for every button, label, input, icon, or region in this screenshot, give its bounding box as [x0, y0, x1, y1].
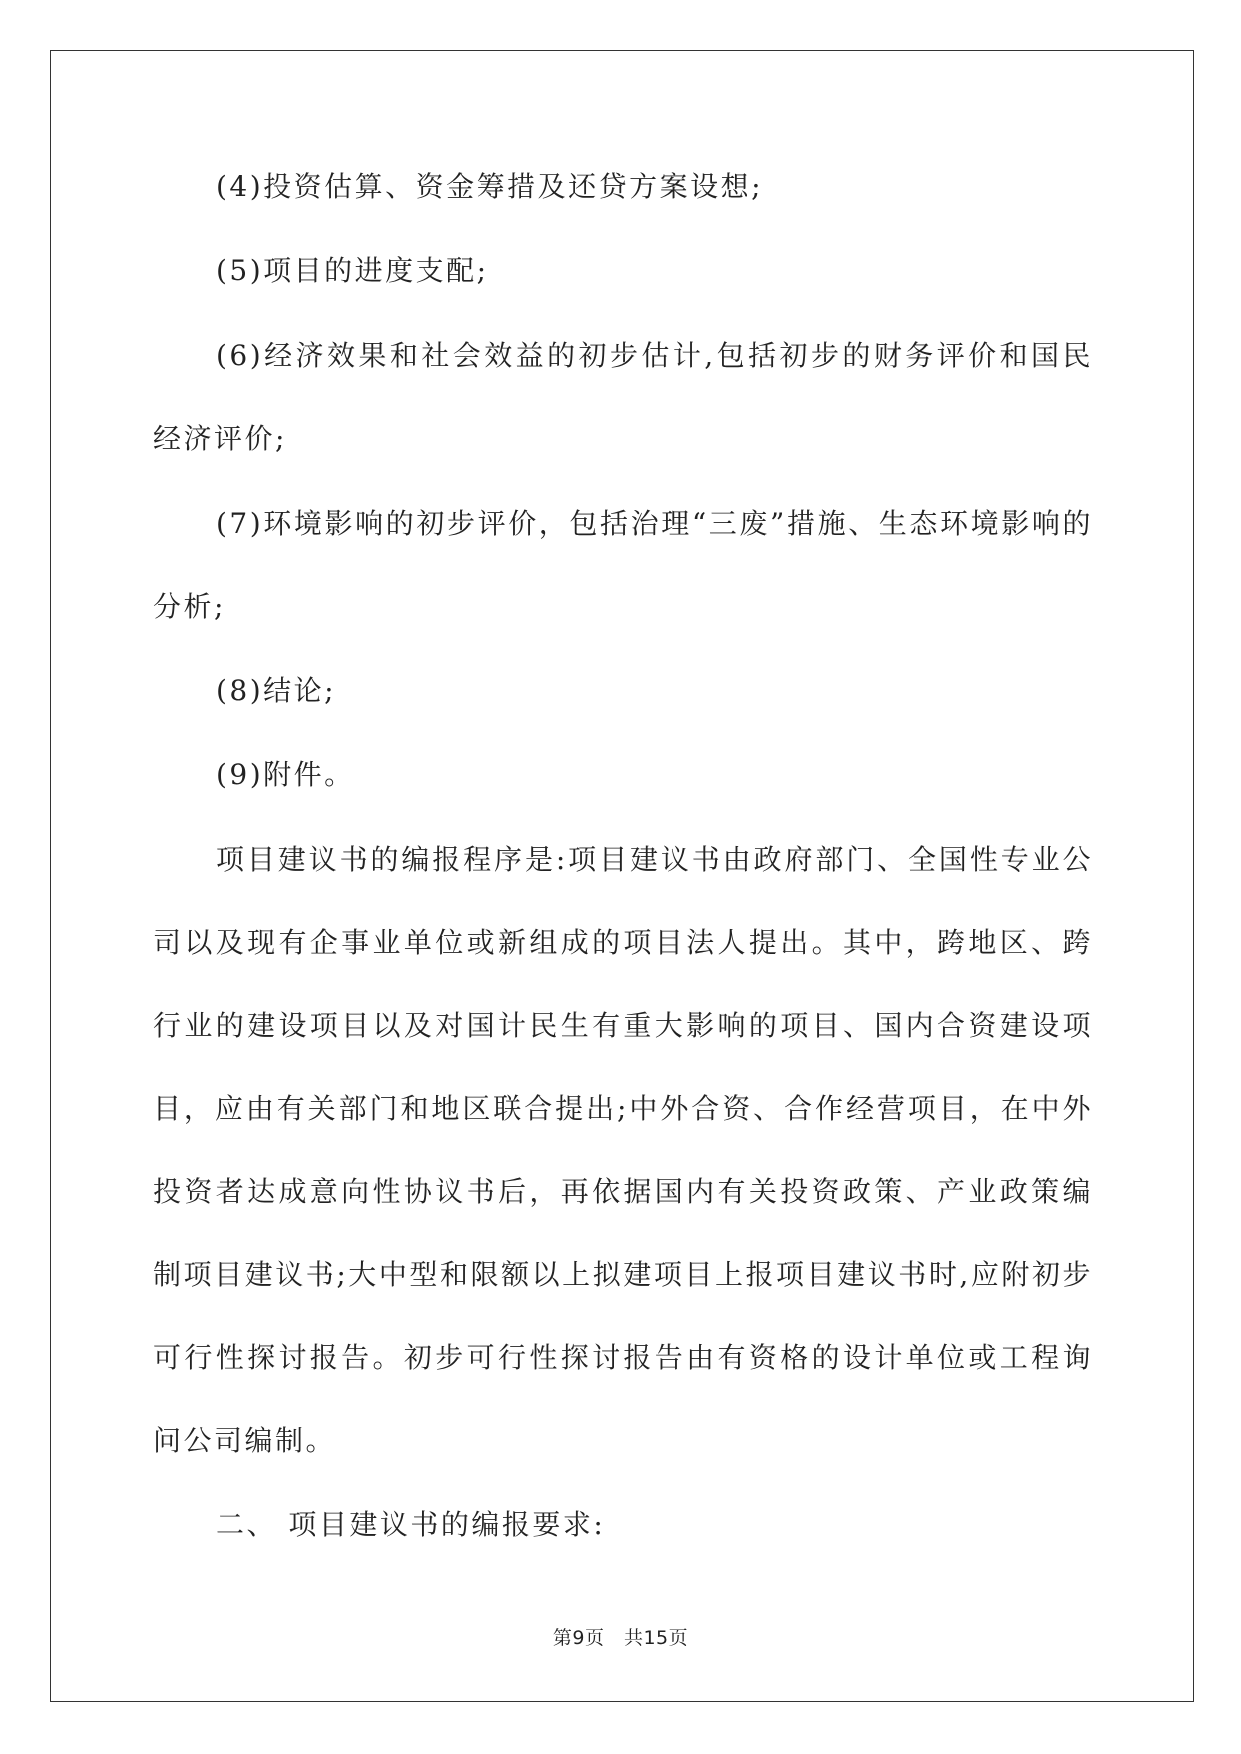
paragraph-item-7: (7)环境影响的初步评价，包括治理“三废”措施、生态环境影响的分析; [153, 507, 1093, 623]
footer-prefix: 第 [552, 1627, 573, 1649]
page-footer [0, 1623, 1241, 1650]
paragraph-item-5: (5)项目的进度支配; [216, 254, 489, 287]
paragraph-item-8: (8)结论; [216, 674, 337, 707]
paragraph-procedure: 项目建议书的编报程序是:项目建议书由政府部门、全国性专业公司以及现有企事业单位或新组成的项目法人提出。其中，跨地区、跨行业的建设项目以及对国计民生有重大影响的项目、国内合资建设项目，应由有关部门和地区联合提出;中外合资、合作经营项目，在中外投资者达成意向性协议书后，再依据国内有关投资政策、产业政策编制项目建议书;大中型和限额以上拟建项目上报项目建议书时,应附初步可行性探讨报告。初步可行性探讨报告由有资格的设计单位或工程询问公司编制。 [153, 843, 1093, 1457]
paragraph-item-4: (4)投资估算、资金筹措及还贷方案设想; [216, 170, 764, 203]
paragraph-item-6: (6)经济效果和社会效益的初步估计,包括初步的财务评价和国民经济评价; [153, 339, 1093, 455]
paragraph-item-9: (9)附件。 [216, 758, 355, 791]
footer-total-pages: 15 [643, 1627, 669, 1649]
footer-middle: 页 共 [584, 1627, 644, 1649]
footer-suffix: 页 [668, 1627, 689, 1649]
document-body [153, 162, 1093, 1584]
section-heading: 二、 项目建议书的编报要求: [216, 1508, 606, 1541]
footer-page-number: 9 [572, 1627, 585, 1649]
